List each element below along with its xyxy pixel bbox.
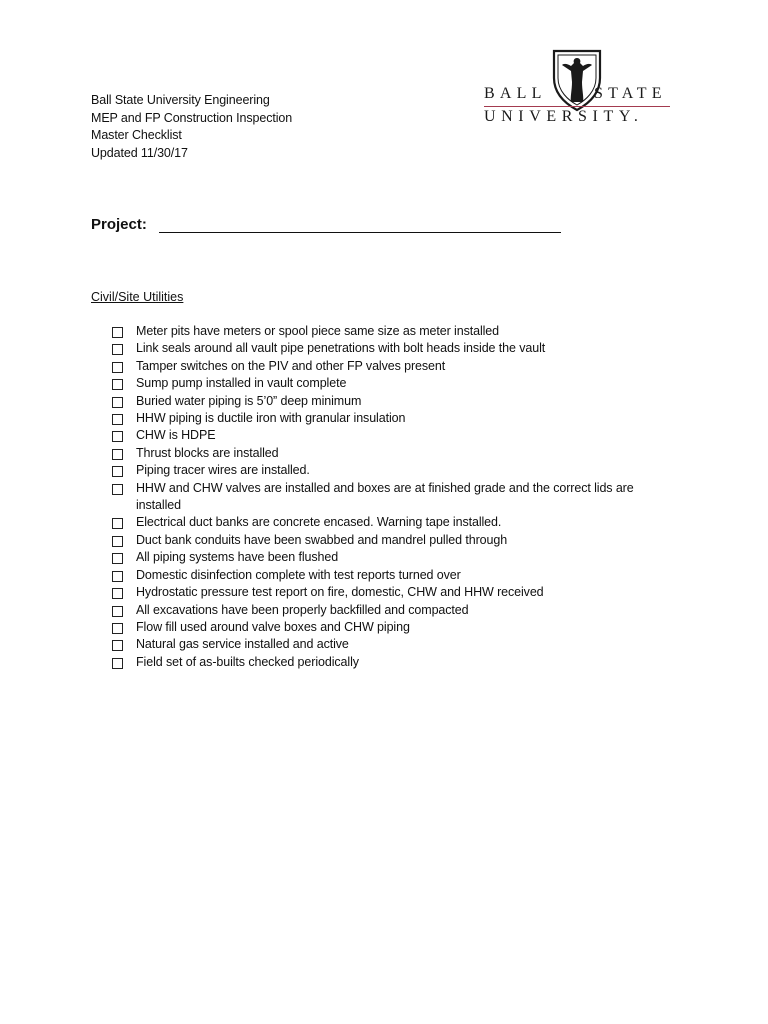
checklist-item-text: CHW is HDPE — [136, 428, 216, 443]
ball-state-logo — [484, 48, 684, 128]
checkbox[interactable] — [112, 571, 123, 582]
checklist-item-text: Tamper switches on the PIV and other FP valves present — [136, 358, 446, 373]
checklist-item-text: HHW piping is ductile iron with granular insulation — [136, 411, 406, 426]
checklist-item-text: HHW and CHW valves are installed and boxes are at finished grade and the correct lids are installed — [136, 480, 634, 513]
checkbox[interactable] — [112, 327, 123, 338]
checkbox[interactable] — [112, 640, 123, 651]
header-doc-type: Master Checklist — [91, 128, 182, 142]
checklist-item-text: Link seals around all vault pipe penetrations with bolt heads inside the vault — [136, 341, 546, 356]
logo-divider — [484, 106, 670, 107]
header-org: Ball State University Engineering — [91, 93, 270, 107]
checkbox[interactable] — [112, 553, 123, 564]
checklist-item — [112, 358, 672, 375]
logo-word-ball: BALL — [484, 85, 547, 102]
checklist-item — [112, 532, 672, 549]
checklist-item-text: Domestic disinfection complete with test reports turned over — [136, 567, 461, 582]
checklist-item — [112, 567, 672, 584]
checkbox[interactable] — [112, 623, 123, 634]
checklist-item — [112, 427, 672, 444]
checkbox[interactable] — [112, 344, 123, 355]
checklist-item-text: Hydrostatic pressure test report on fire, domestic, CHW and HHW received — [136, 585, 544, 600]
checklist-item-text: Buried water piping is 5’0” deep minimum — [136, 393, 362, 408]
checklist-item — [112, 654, 672, 671]
checklist-item — [112, 323, 672, 340]
checkbox[interactable] — [112, 484, 123, 495]
checklist-item — [112, 375, 672, 392]
checkbox[interactable] — [112, 397, 123, 408]
project-input-line[interactable] — [159, 218, 561, 233]
header-updated-date: Updated 11/30/17 — [91, 145, 188, 160]
checkbox[interactable] — [112, 658, 123, 669]
checklist-item-text: Flow fill used around valve boxes and CHW piping — [136, 619, 410, 634]
document-header — [91, 92, 292, 162]
checklist-item — [112, 602, 672, 619]
checkbox[interactable] — [112, 588, 123, 599]
checklist — [112, 323, 672, 671]
checklist-item — [112, 340, 672, 357]
checkbox[interactable] — [112, 379, 123, 390]
checklist-item — [112, 619, 672, 636]
project-label: Project: — [91, 216, 147, 233]
checkbox[interactable] — [112, 466, 123, 477]
checkbox[interactable] — [112, 431, 123, 442]
checklist-item — [112, 445, 672, 462]
checklist-item-text: All piping systems have been flushed — [136, 550, 339, 565]
checklist-item-text: Field set of as-builts checked periodically — [136, 654, 359, 669]
logo-word-state: STATE — [594, 85, 667, 102]
checklist-item-text: Piping tracer wires are installed. — [136, 463, 310, 478]
checklist-item — [112, 636, 672, 653]
checklist-item — [112, 393, 672, 410]
checklist-item-text: Electrical duct banks are concrete encased. Warning tape installed. — [136, 515, 502, 530]
checkbox[interactable] — [112, 536, 123, 547]
checkbox[interactable] — [112, 518, 123, 529]
project-field-row — [91, 216, 561, 233]
checklist-item-text: Thrust blocks are installed — [136, 445, 279, 460]
checklist-item — [112, 462, 672, 479]
checklist-item-text: Meter pits have meters or spool piece same size as meter installed — [136, 324, 500, 338]
checklist-item — [112, 549, 672, 566]
checkbox[interactable] — [112, 449, 123, 460]
checkbox[interactable] — [112, 362, 123, 373]
header-subject: MEP and FP Construction Inspection — [91, 110, 293, 125]
checklist-item — [112, 410, 672, 427]
section-title: Civil/Site Utilities — [91, 290, 184, 304]
checklist-item-text: Natural gas service installed and active — [136, 637, 349, 652]
checklist-item — [112, 514, 672, 531]
checkbox[interactable] — [112, 606, 123, 617]
checkbox[interactable] — [112, 414, 123, 425]
checklist-item — [112, 480, 672, 515]
checklist-item-text: All excavations have been properly backfilled and compacted — [136, 602, 469, 617]
checklist-item — [112, 584, 672, 601]
logo-word-university: UNIVERSITY. — [484, 108, 644, 125]
checklist-item-text: Duct bank conduits have been swabbed and mandrel pulled through — [136, 532, 508, 547]
checklist-item-text: Sump pump installed in vault complete — [136, 376, 347, 391]
